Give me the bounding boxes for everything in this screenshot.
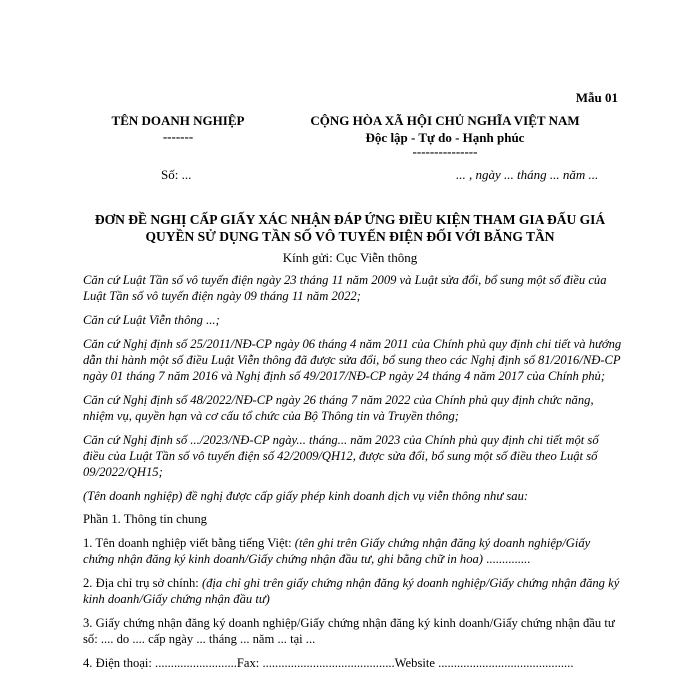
item-1-hint: (tên ghi trên Giấy chứng nhận đăng ký doanh nghiệp/Giấy chứng nhận đăng ký kinh doanh/Giấy chứng nhận đầu tư, ghi bằng chữ in hoa)	[83, 536, 591, 567]
item-2-label: 2. Địa chỉ trụ sở chính:	[83, 576, 202, 591]
document-number: Số: ...	[161, 167, 192, 182]
legal-basis-2: Căn cứ Luật Viễn thông ...;	[83, 312, 220, 327]
document-date: ... , ngày ... tháng ... năm ...	[456, 167, 599, 182]
request-statement: (Tên doanh nghiệp) đề nghị được cấp giấy phép kinh doanh dịch vụ viễn thông như sau:	[83, 488, 529, 503]
legal-basis-3: Căn cứ Nghị định số 25/2011/NĐ-CP ngày 06 tháng 4 năm 2011 của Chính phủ quy định chi tiết và hướng dẫn thi hành một số điều Luật Viễn thông đã được sửa đổi, bổ sung theo các Nghị định số 81/2016/NĐ-CP ngày 01 tháng 7 năm 2016 và Nghị định số 49/2017/NĐ-CP ngày 24 tháng 4 năm 2017 của Chính phủ;	[83, 336, 622, 384]
company-name-header: TÊN DOANH NGHIỆP	[111, 113, 245, 128]
company-divider: -------	[162, 129, 194, 144]
legal-basis-4: Căn cứ Nghị định số 48/2022/NĐ-CP ngày 26 tháng 7 năm 2022 của Chính phủ quy định chức năng, nhiệm vụ, quyền hạn và cơ cấu tổ chức của Bộ Thông tin và Truyền thông;	[83, 392, 594, 423]
national-motto: Độc lập - Tự do - Hạnh phúc	[365, 130, 525, 145]
item-1-blank: ..............	[483, 552, 531, 567]
form-number: Mẫu 01	[575, 90, 618, 105]
item-1	[83, 535, 623, 567]
item-2	[83, 575, 623, 607]
document-body	[83, 272, 623, 679]
item-3: 3. Giấy chứng nhận đăng ký doanh nghiệp/Giấy chứng nhận đăng ký kinh doanh/Giấy chứng nhận đầu tư số: .... do .... cấp ngày ... tháng ... năm ... tại ...	[83, 615, 615, 647]
part-1-heading: Phần 1. Thông tin chung	[83, 512, 207, 527]
item-1-label: 1. Tên doanh nghiệp viết bằng tiếng Việt:	[83, 536, 295, 551]
title-line-2: QUYỀN SỬ DỤNG TẦN SỐ VÔ TUYẾN ĐIỆN ĐỐI VỚI BĂNG TẦN	[145, 229, 555, 244]
motto-divider: ---------------	[412, 144, 478, 159]
national-name: CỘNG HÒA XÃ HỘI CHỦ NGHĨA VIỆT NAM	[310, 113, 580, 128]
document-title	[70, 211, 630, 245]
legal-basis-1: Căn cứ Luật Tần số vô tuyến điện ngày 23 tháng 11 năm 2009 và Luật sửa đổi, bổ sung một số điều của Luật Tần số vô tuyến điện ngày 09 tháng 11 năm 2022;	[83, 273, 607, 304]
item-4: 4. Điện thoại: ..........................Fax: ..........................................Website ...........................................	[83, 655, 574, 670]
item-2-hint: (địa chỉ ghi trên giấy chứng nhận đăng ký doanh nghiệp/Giấy chứng nhận đăng ký kinh doanh/Giấy chứng nhận đầu tư)	[83, 576, 620, 607]
legal-basis-5: Căn cứ Nghị định số .../2023/NĐ-CP ngày... tháng... năm 2023 của Chính phủ quy định chi tiết một số điều của Luật Tần số vô tuyến điện số 42/2009/QH12, được sửa đổi, bổ sung một số điều theo Luật số 09/2022/QH15;	[83, 432, 599, 480]
addressee: Kính gửi: Cục Viễn thông	[282, 250, 418, 265]
title-line-1: ĐƠN ĐỀ NGHỊ CẤP GIẤY XÁC NHẬN ĐÁP ỨNG ĐIỀU KIỆN THAM GIA ĐẤU GIÁ	[94, 212, 606, 227]
